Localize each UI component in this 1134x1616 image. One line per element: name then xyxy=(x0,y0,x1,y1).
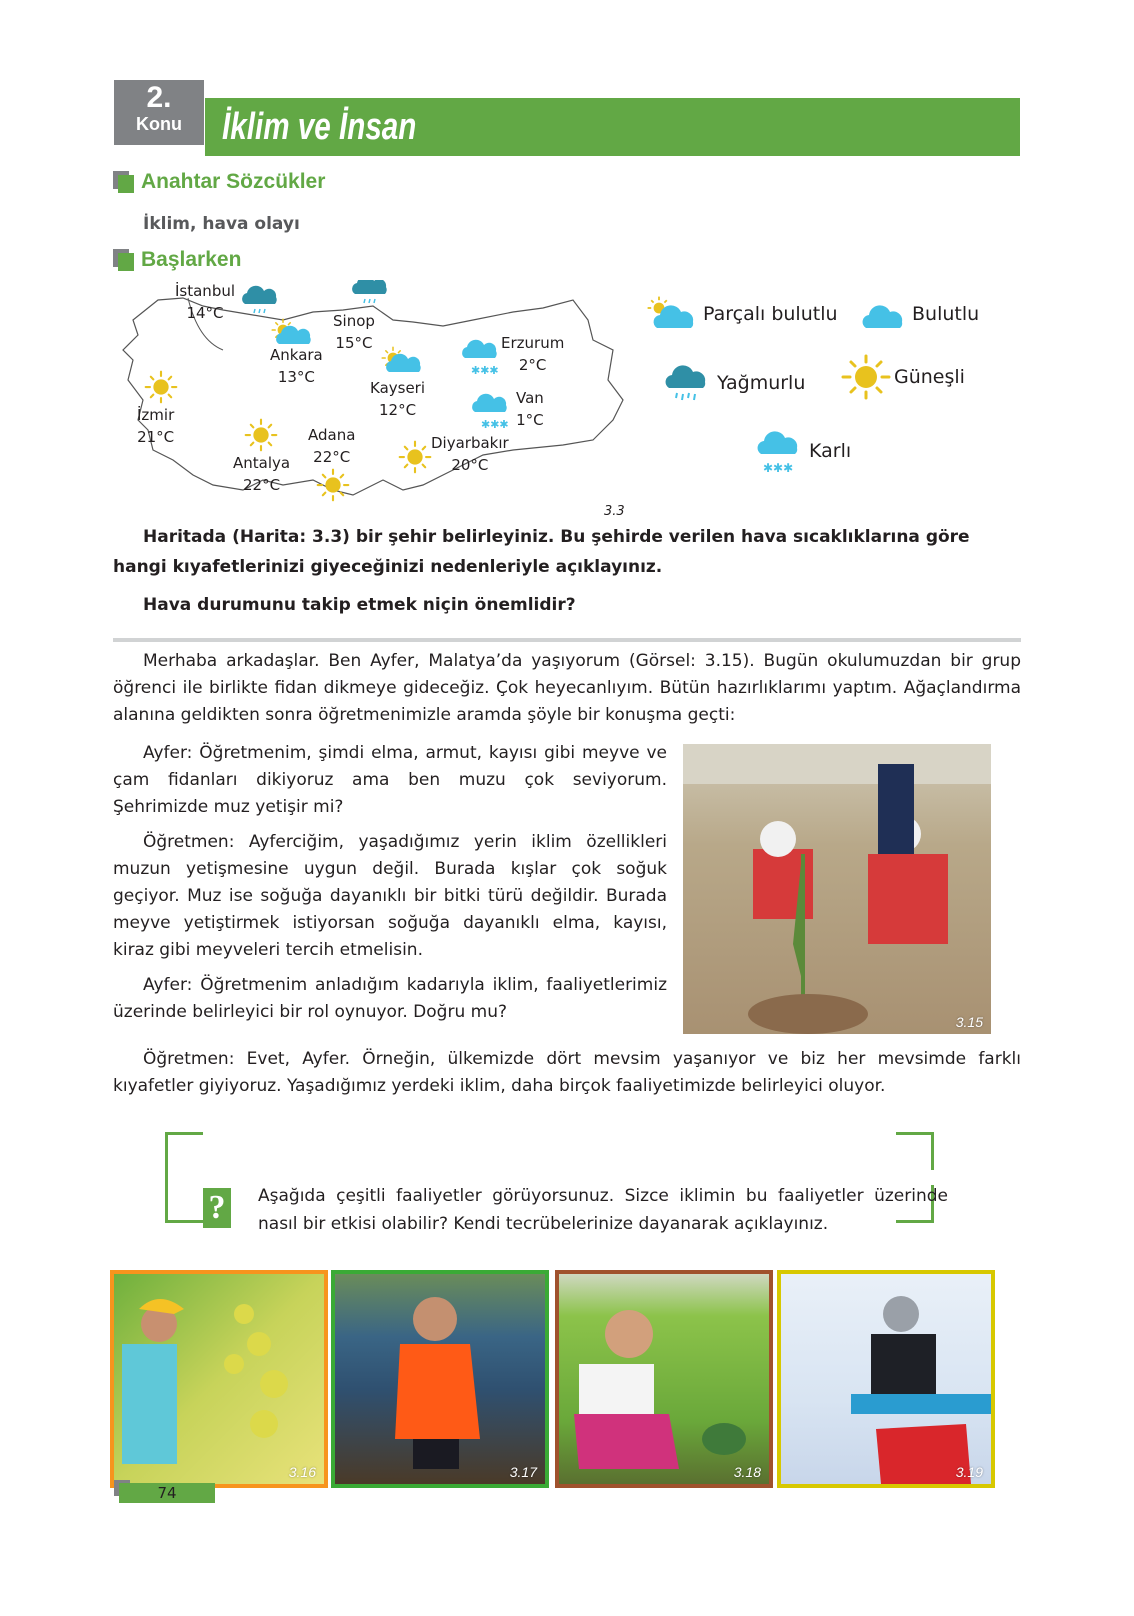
city-istanbul: İstanbul 14°C xyxy=(175,282,236,322)
photo-number: 3.16 xyxy=(288,1464,316,1480)
legend-snowy-label: Karlı xyxy=(809,440,852,462)
beach-illustration xyxy=(335,1274,545,1484)
watermelon-illustration xyxy=(559,1274,769,1484)
snow-cloud-icon xyxy=(757,424,805,478)
city-adana: Adana 22°C xyxy=(308,426,356,466)
keywords-heading-text: Anahtar Sözcükler xyxy=(141,170,326,193)
turkey-weather-map xyxy=(113,280,633,520)
city-antalya: Antalya 22°C xyxy=(233,454,291,494)
city-diyarbakir: Diyarbakır 20°C xyxy=(431,434,509,474)
story-conclusion xyxy=(113,1046,1021,1108)
partly-cloudy-icon xyxy=(643,294,699,334)
bracket-bottom-left xyxy=(165,1185,203,1223)
city-van: Van 1°C xyxy=(516,389,544,429)
question-weather-importance: Hava durumunu takip etmek niçin önemlidir? xyxy=(143,595,576,615)
legend-snowy xyxy=(757,424,851,478)
map-figure-number: 3.3 xyxy=(604,504,625,519)
cloud-icon xyxy=(862,294,910,334)
unit-label: Konu xyxy=(136,114,182,134)
city-ankara: Ankara 13°C xyxy=(270,346,323,386)
unit-number: 2. xyxy=(146,81,172,114)
photo-number: 3.19 xyxy=(955,1464,983,1480)
starting-heading-text: Başlarken xyxy=(141,248,242,271)
dialogue-ayfer-2: Ayfer: Öğretmenim anladığım kadarıyla iklim, faaliyetlerimiz üzerinde belirleyici bir rol oynuyor. Doğru mu? xyxy=(113,975,667,1022)
photo-number: 3.15 xyxy=(955,1014,983,1030)
legend-rainy xyxy=(665,358,805,408)
photo-snow-sled xyxy=(777,1270,995,1488)
photo-beach-child xyxy=(331,1270,549,1488)
dialogue-ayfer-1: Ayfer: Öğretmenim, şimdi elma, armut, kayısı gibi meyve ve çam fidanları dikiyoruz ama ben muzu çok seviyorum. Şehrimizde muz yetişir mi? xyxy=(113,743,667,817)
activity-prompt: Aşağıda çeşitli faaliyetler görüyorsunuz. Sizce iklimin bu faaliyetler üzerinde nasıl bir etkisi olabilir? Kendi tecrübelerinize dayanarak açıklayınız. xyxy=(258,1186,948,1234)
legend-sunny xyxy=(840,354,965,400)
legend-partly-cloudy-label: Parçalı bulutlu xyxy=(703,303,838,325)
grape-illustration xyxy=(114,1274,324,1484)
photo-number: 3.17 xyxy=(509,1464,537,1480)
section-divider xyxy=(113,638,1021,642)
snow-sled-illustration xyxy=(781,1274,991,1484)
svg-text:✱✱✱: ✱✱✱ xyxy=(481,418,509,431)
svg-text:✱✱✱: ✱✱✱ xyxy=(471,364,499,377)
legend-rainy-label: Yağmurlu xyxy=(717,372,806,394)
photo-grape-harvest xyxy=(110,1270,328,1488)
legend-cloudy-label: Bulutlu xyxy=(912,303,980,325)
page-number: 74 xyxy=(119,1483,215,1503)
photo-number: 3.18 xyxy=(733,1464,761,1480)
page-title: İklim ve İnsan xyxy=(222,106,417,148)
city-kayseri: Kayseri 12°C xyxy=(370,379,426,419)
rain-cloud-icon xyxy=(665,358,713,408)
bracket-top-right xyxy=(896,1132,934,1170)
city-erzurum: Erzurum 2°C xyxy=(501,334,565,374)
starting-heading xyxy=(113,248,241,272)
legend-sunny-label: Güneşli xyxy=(894,366,965,388)
city-izmir: İzmir 21°C xyxy=(137,406,175,446)
photo-watermelon-field xyxy=(555,1270,773,1488)
keywords-text: İklim, hava olayı xyxy=(143,214,300,234)
story-intro xyxy=(113,648,1021,737)
dialogue-teacher-1: Öğretmen: Ayferciğim, yaşadığımız yerin iklim özellikleri muzun yetişmesine uygun değil. Burada kışlar çok soğuk geçiyor. Muz ise soğuğa dayanıklı bir bitki türü değildir. Burada meyve yetiştirmek istiyorsan soğuğa dayanıklı elma, kayısı, kiraz gibi meyveleri tercih etmelisin. xyxy=(113,832,667,960)
dialogue-column xyxy=(113,740,667,1034)
question-mark-icon: ? xyxy=(203,1188,231,1228)
sun-icon xyxy=(840,354,892,400)
story-intro-text: Merhaba arkadaşlar. Ben Ayfer, Malatya’da yaşıyorum (Görsel: 3.15). Bugün okulumuzdan bir grup öğrenci ile birlikte fidan dikmeye gideceğiz. Çok heyecanlıyım. Bütün hazırlıklarımı yaptım. Ağaçlandırma alanına geldikten sonra öğretmenimizle aramda şöyle bir konuşma geçti: xyxy=(113,651,1021,725)
square-bullet-icon xyxy=(113,249,135,271)
legend-partly-cloudy xyxy=(643,294,838,334)
question-clothing: Haritada (Harita: 3.3) bir şehir belirleyiniz. Bu şehirde verilen hava sıcaklıklarına göre hangi kıyafetlerinizi giyeceğinizi nedenleriyle açıklayınız. xyxy=(113,527,970,577)
city-sinop: Sinop 15°C xyxy=(333,312,375,352)
legend-cloudy xyxy=(862,294,979,334)
unit-badge xyxy=(114,80,204,145)
svg-text:✱✱✱: ✱✱✱ xyxy=(763,461,794,475)
tree-planting-illustration xyxy=(683,744,991,1034)
tree-planting-photo xyxy=(683,744,991,1034)
keywords-heading xyxy=(113,170,325,194)
dialogue-teacher-2: Öğretmen: Evet, Ayfer. Örneğin, ülkemizde dört mevsim yaşanıyor ve biz her mevsimde farklı kıyafetler giyiyoruz. Yaşadığımız yerdeki iklim, daha birçok faaliyetimizde belirleyici oluyor. xyxy=(113,1049,1021,1096)
square-bullet-icon xyxy=(113,171,135,193)
